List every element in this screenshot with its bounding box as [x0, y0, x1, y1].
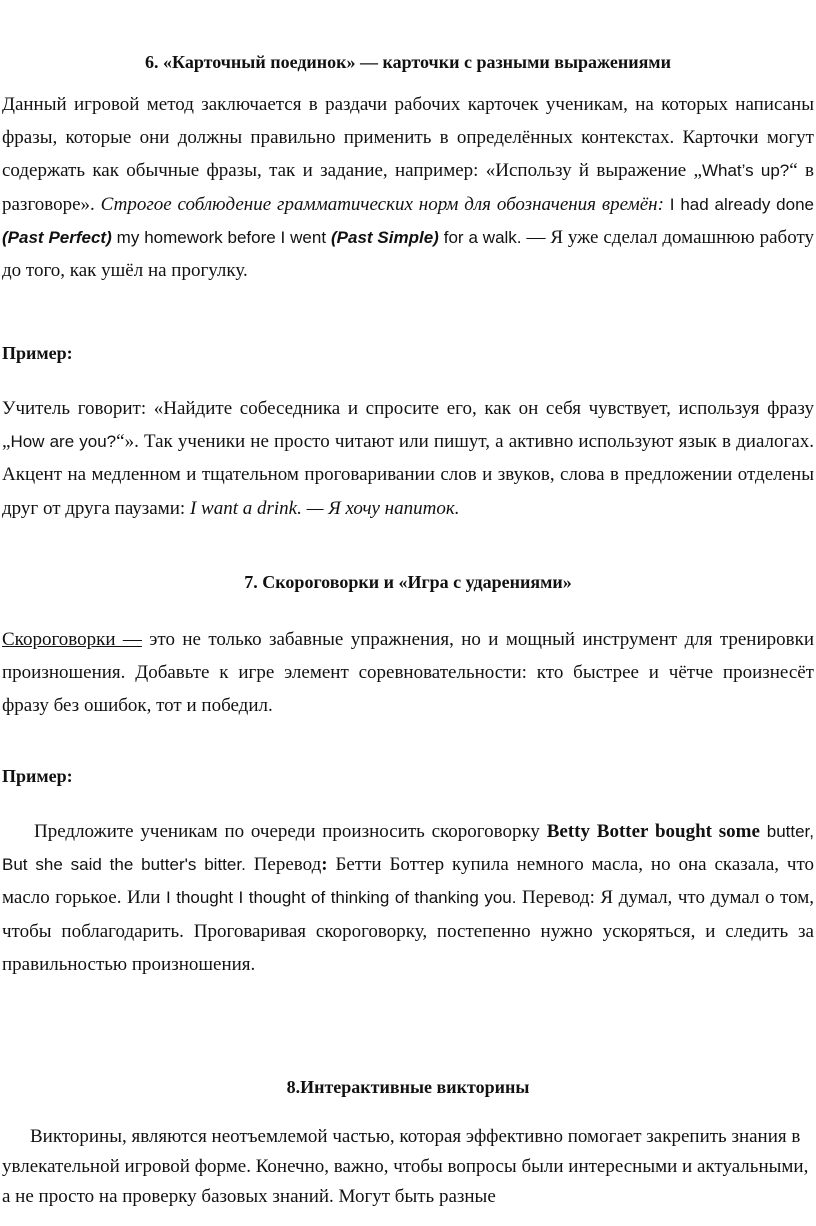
section6-paragraph1 — [2, 88, 814, 287]
section7-example-label: Пример: — [2, 766, 73, 786]
section7-paragraph2 — [2, 815, 814, 981]
section7-p2-en1: butter, But she said the butter's bitter. — [2, 822, 815, 875]
section7-heading: 7. Скороговорки и «Игра с ударениями» — [244, 572, 572, 592]
section6-p2-text: Учитель говорит: «Найдите собеседника и спросите его, как он себя чувствует, используя фразу „ — [2, 398, 814, 453]
section7-p2-ru1: Бетти Боттер купила немного масла, но она сказала, что масло горькое. Или — [2, 854, 815, 909]
section6-p1-italic: Строгое соблюдение грамматических норм для обозначения времён: — [100, 193, 664, 215]
section8-paragraph1: Викторины, являются неотъемлемой частью, которая эффективно помогает закрепить знания в увлекательной игровой форме. Конечно, важно, чтобы вопросы были интересными и актуальными, а не просто на проверку базовых знаний. Могут быть разные — [2, 1126, 809, 1207]
section6-p1-quote-close: “ в разговоре». — [2, 160, 815, 215]
section7-p2-bold: Betty Botter bought some — [546, 821, 760, 842]
section6-p1-quote: What’s up? — [701, 161, 790, 181]
section7-p2-en2: I thought I thought of thinking of thanking you. — [165, 888, 517, 908]
section8-heading: 8.Интерактивные викторины — [286, 1077, 530, 1097]
section7-p2-start: Предложите ученикам по очереди произносить скороговорку — [34, 821, 540, 842]
section6-heading: 6. «Карточный поединок» — карточки с разными выражениями — [145, 52, 671, 72]
section6-example-label: Пример: — [2, 343, 73, 363]
section6-p1-en1: I had already done — [669, 194, 814, 214]
section6-p2-italic: I want a drink. — Я хочу напиток. — [189, 497, 460, 519]
section6-p1-en3: for a walk. — [443, 227, 522, 247]
section7-paragraph1 — [2, 623, 814, 723]
section6-p1-tag2: (Past Simple) — [330, 227, 439, 247]
section6-p2-rest: “». Так ученики не просто читают или пишут, а активно используют язык в диалогах. Акцент на медленном и тщательном проговаривании слов и звуков, слова в предложении отделены друг от друга паузами: — [2, 431, 815, 519]
section6-p2-quote: How are you? — [10, 432, 117, 452]
section7-p2-tr-label: Перевод — [253, 854, 322, 876]
section6-p1-ru: — Я уже сделал домашнюю работу до того, как ушёл на прогулку. — [2, 226, 814, 282]
tongue-twisters-link[interactable]: Скороговорки — — [2, 629, 142, 650]
section6-p1-tag1: (Past Perfect) — [2, 227, 112, 247]
section7-p2-ru2: Перевод: Я думал, что думал о том, чтобы поблагодарить. Проговаривая скороговорку, постепенно нужно ускоряться, и следить за правильностью произношения. — [2, 887, 815, 975]
section7-p1-text: это не только забавные упражнения, но и мощный инструмент для тренировки произношения. Добавьте к игре элемент соревновательности: кто быстрее и чётче произнесёт фразу без ошибок, тот и победил. — [2, 629, 815, 717]
section6-p1-en2: my homework before I went — [116, 227, 327, 247]
section6-paragraph2 — [2, 392, 814, 525]
section6-p1-text: Данный игровой метод заключается в раздачи рабочих карточек ученикам, на которых написаны фразы, которые они должны правильно применить в определённых контекстах. Карточки могут содержать как обычные фразы, так и задание, например: «Использу й выражение „ — [2, 94, 814, 182]
section7-p2-colon: : — [321, 854, 328, 876]
